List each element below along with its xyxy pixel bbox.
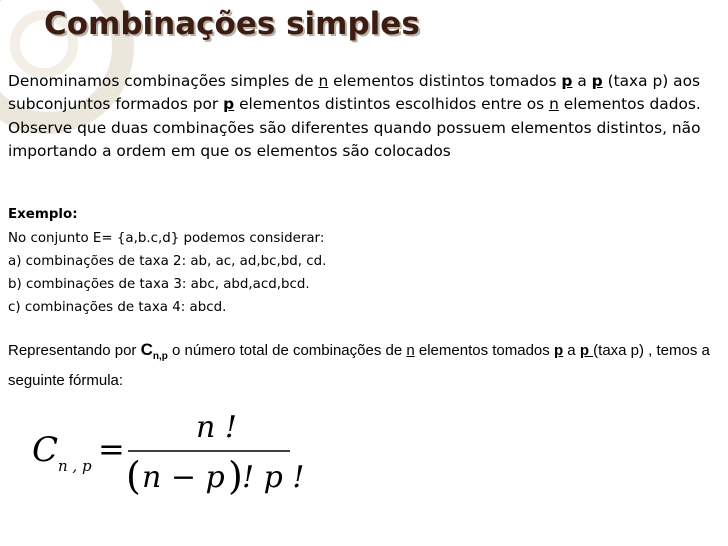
definition-paragraph: Denominamos combinações simples de n elementos distintos tomados p a p (taxa p) aos subconjuntos formados por p elementos distintos escolhidos entre os n elementos dados. Observe que duas combinações são diferentes quando possuem elementos distintos, não importando a ordem em que os elementos são colocados [8,72,701,160]
formula-lhs: C [32,430,59,470]
combination-formula [28,405,328,515]
formula-lhs-subscript: n , p [58,457,92,475]
example-line: No conjunto E= {a,b.c,d} podemos considerar: [8,231,325,246]
formula-den-close: ) [228,454,243,498]
formula-den-inner: n − p [142,460,225,495]
example-line: a) combinações de taxa 2: ab, ac, ad,bc,bd, cd. [8,254,327,269]
formula-numerator: n ! [196,410,237,445]
example-line: c) combinações de taxa 4: abcd. [8,300,227,315]
example-heading: Exemplo: [8,207,78,222]
slide-title: Combinações simples [44,6,420,42]
formula-intro: Representando por $C_{n,p}$ o número total de combinações de n elementos tomados p a p (taxa p) , temos a seguinte fórmula: [8,340,710,389]
formula-den-rest: ! p ! [242,460,305,495]
formula-den-open: ( [126,454,141,498]
example-line: b) combinações de taxa 3: abc, abd,acd,bcd. [8,277,310,292]
formula-equals: = [98,430,125,468]
